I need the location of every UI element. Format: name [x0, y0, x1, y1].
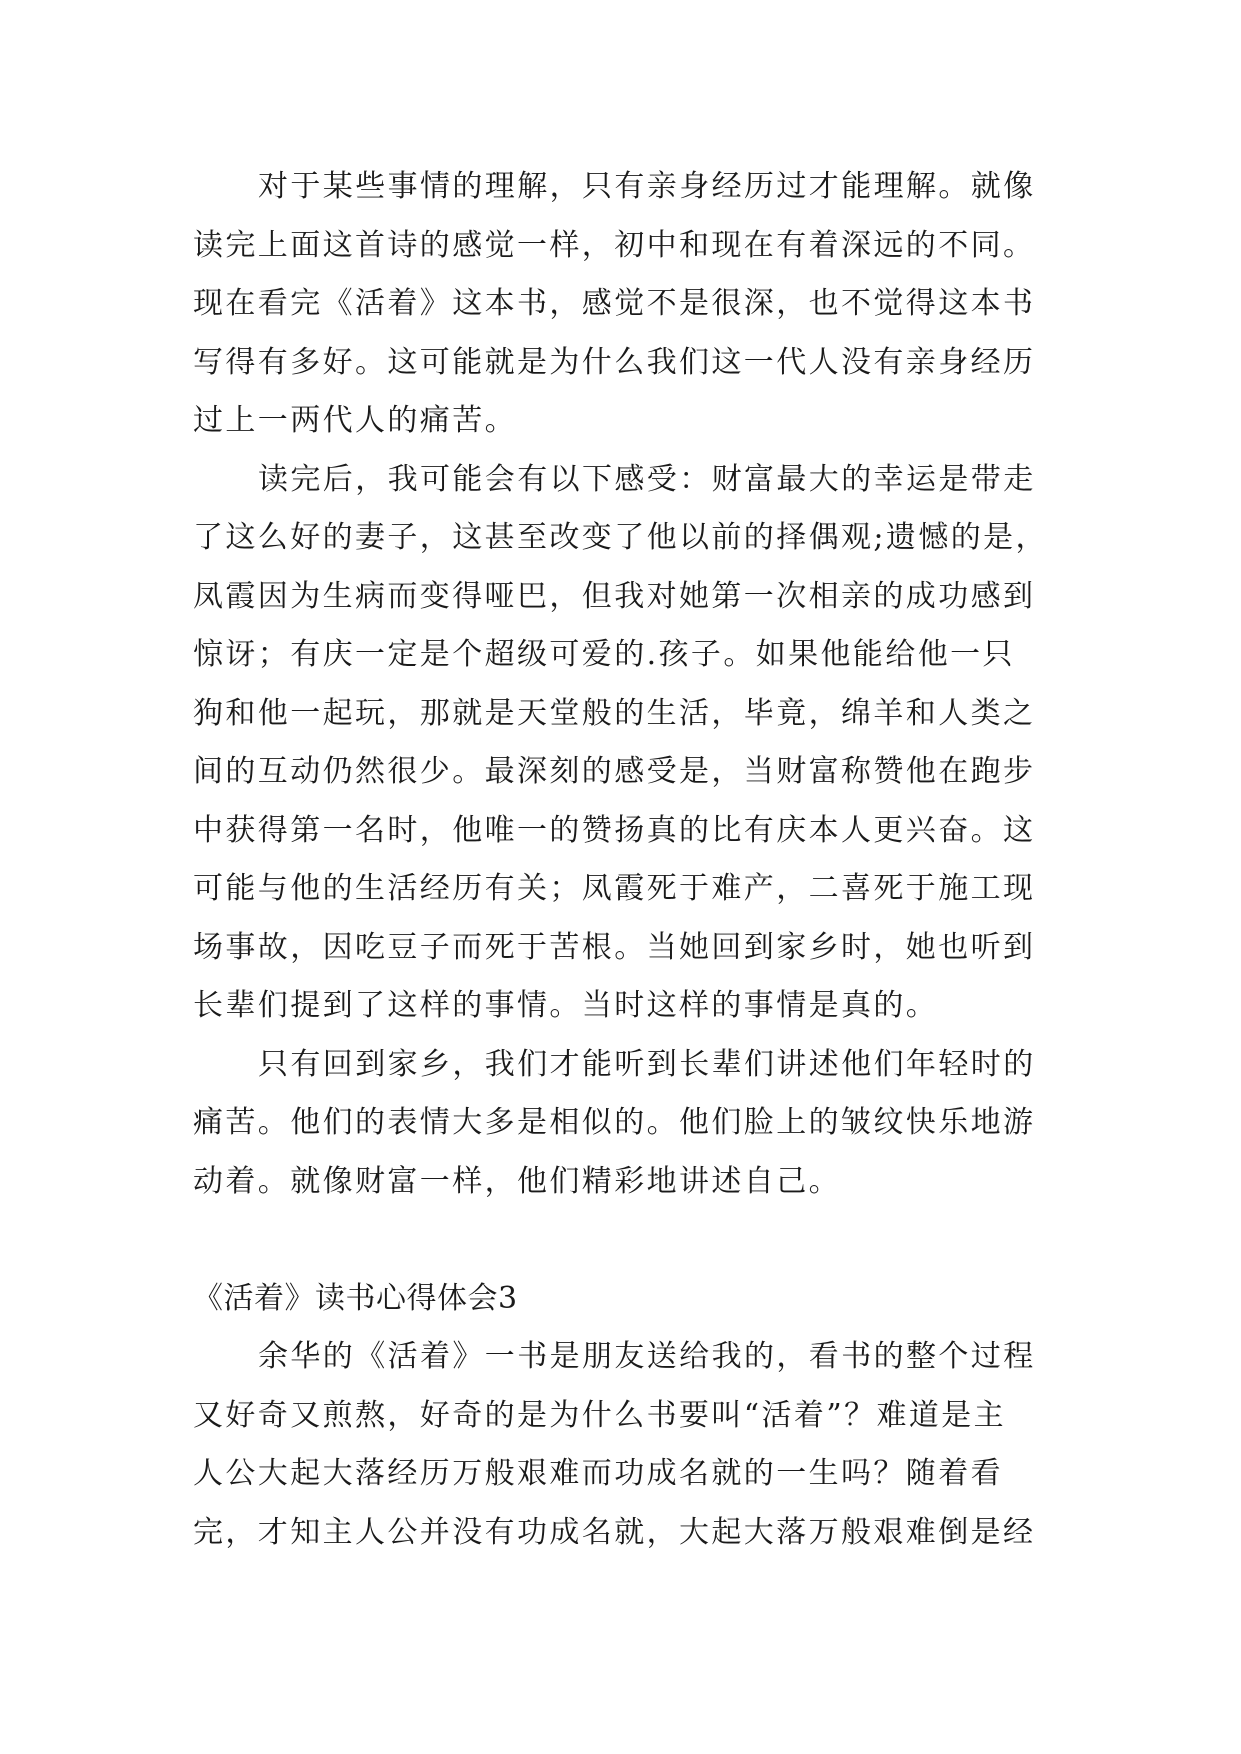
paragraph-line: 又好奇又煎熬，好奇的是为什么书要叫“活着”？难道是主 [193, 1397, 1007, 1433]
document-body [193, 158, 1059, 1562]
paragraph-line: 写得有多好。这可能就是为什么我们这一代人没有亲身经历 [193, 344, 1036, 380]
paragraph-line: 长辈们提到了这样的事情。当时这样的事情是真的。 [193, 988, 939, 1023]
paragraph-line: 过上一两代人的痛苦。 [193, 403, 517, 438]
paragraph-line: 余华的《活着》一书是朋友送给我的，看书的整个过程 [258, 1339, 1036, 1374]
paragraph-line: 只有回到家乡，我们才能听到长辈们讲述他们年轻时的 [258, 1046, 1036, 1082]
paragraph-line: 完，才知主人公并没有功成名就，大起大落万般艰难倒是经 [193, 1514, 1036, 1550]
paragraph-line: 惊讶；有庆一定是个超级可爱的.孩子。如果他能给他一只 [193, 637, 1015, 672]
paragraph-line: 读完后，我可能会有以下感受：财富最大的幸运是带走 [258, 461, 1036, 497]
paragraph-line: 痛苦。他们的表情大多是相似的。他们脸上的皱纹快乐地游 [193, 1105, 1036, 1140]
paragraph-line: 读完上面这首诗的感觉一样，初中和现在有着深远的不同。 [193, 227, 1036, 263]
paragraph-line: 现在看完《活着》这本书，感觉不是很深，也不觉得这本书 [193, 286, 1036, 321]
paragraph-line: 了这么好的妻子，这甚至改变了他以前的择偶观;遗憾的是， [193, 520, 1048, 555]
paragraph-line: 人公大起大落经历万般艰难而功成名就的一生吗？随着看 [193, 1456, 1003, 1491]
paragraph-line: 动着。就像财富一样，他们精彩地讲述自己。 [193, 1163, 841, 1199]
paragraph-line: 间的互动仍然很少。最深刻的感受是，当财富称赞他在跑步 [193, 754, 1036, 789]
paragraph-line: 场事故，因吃豆子而死于苦根。当她回到家乡时，她也听到 [193, 929, 1036, 965]
paragraph-line: 狗和他一起玩，那就是天堂般的生活，毕竟，绵羊和人类之 [193, 695, 1036, 731]
paragraph-line: 凤霞因为生病而变得哑巴，但我对她第一次相亲的成功感到 [193, 578, 1036, 614]
paragraph-line: 可能与他的生活经历有关；凤霞死于难产，二喜死于施工现 [193, 871, 1036, 906]
paragraph-line: 对于某些事情的理解，只有亲身经历过才能理解。就像 [258, 169, 1036, 204]
paragraph-line: 中获得第一名时，他唯一的赞扬真的比有庆本人更兴奋。这 [193, 812, 1036, 848]
section-spacer [193, 1211, 1059, 1270]
section-heading: 《活着》读书心得体会3 [193, 1280, 518, 1316]
